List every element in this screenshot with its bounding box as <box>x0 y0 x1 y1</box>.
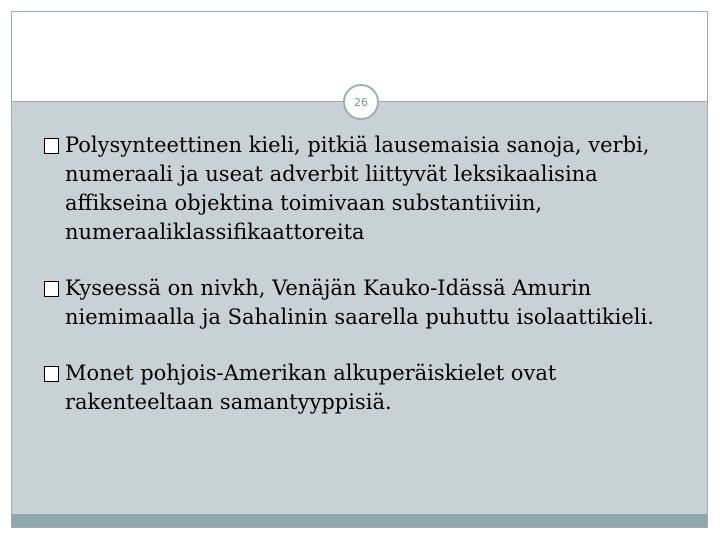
square-bullet-icon <box>44 281 59 297</box>
square-bullet-icon <box>44 138 59 154</box>
page-number: 26 <box>354 95 368 109</box>
bullet-item <box>42 131 702 247</box>
footer-band <box>12 514 707 528</box>
bullet-text: Monet pohjois-Amerikan alkuperäiskielet ovat rakenteeltaan samantyyppisiä. <box>65 361 557 414</box>
square-bullet-icon <box>44 366 59 382</box>
bullet-item <box>42 359 702 417</box>
slide <box>11 11 708 528</box>
bullet-list <box>42 131 702 444</box>
bullet-item <box>42 274 702 332</box>
bullet-text: Polysynteettinen kieli, pitkiä lausemaisia sanoja, verbi, numeraali ja useat adverbit liittyvät leksikaalisina affikseina objektina toimivaan substantiiviin, numeraaliklassifikaattoreita <box>65 133 650 244</box>
page-number-badge <box>343 84 379 120</box>
bullet-text: Kyseessä on nivkh, Venäjän Kauko-Idässä Amurin niemimaalla ja Sahalinin saarella puhuttu isolaattikieli. <box>65 276 654 329</box>
